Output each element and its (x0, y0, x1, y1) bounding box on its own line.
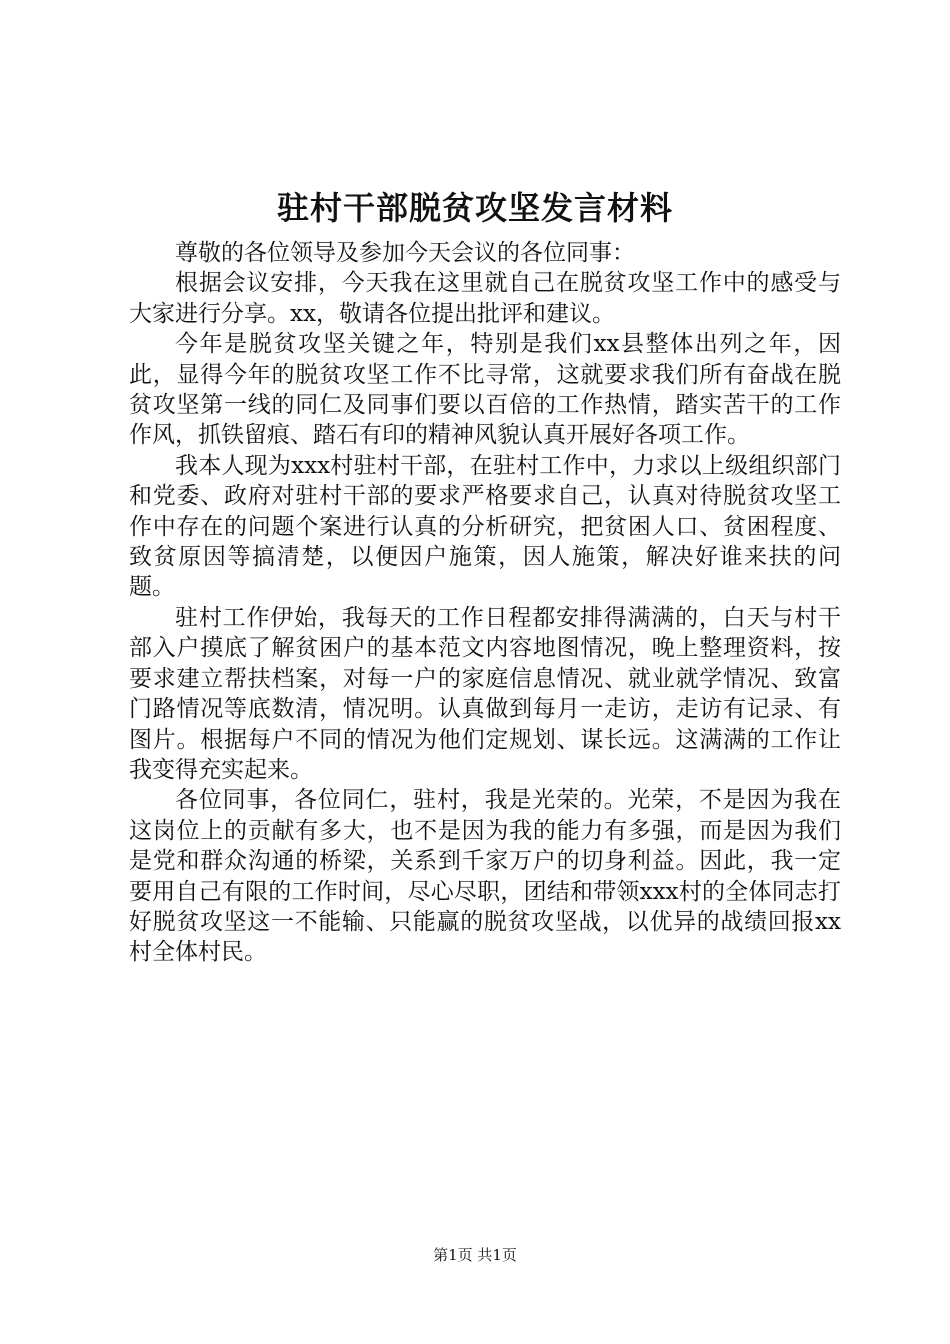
document-title: 驻村干部脱贫攻坚发言材料 (276, 189, 673, 227)
document-body (129, 238, 841, 968)
paragraph-salutation: 尊敬的各位领导及参加今天会议的各位同事： (175, 240, 635, 266)
paragraph-role: 我本人现为xxx村驻村干部，在驻村工作中，力求以上级组织部门和党委、政府对驻村干部的要求严格要求自己，认真对待脱贫攻坚工作中存在的问题个案进行认真的分析研究，把贫困人口、贫困程度、致贫原因等搞清楚，以便因户施策，因人施策，解决好谁来扶的问题。 (129, 452, 841, 601)
paragraph-background: 今年是脱贫攻坚关键之年，特别是我们xx县整体出列之年，因此，显得今年的脱贫攻坚工作不比寻常，这就要求我们所有奋战在脱贫攻坚第一线的同仁及同事们要以百倍的工作热情，踏实苦干的工作作风，抓铁留痕、踏石有印的精神风貌认真开展好各项工作。 (129, 331, 841, 449)
page-footer: 第1页 共1页 (433, 1246, 517, 1264)
paragraph-daily-work: 驻村工作伊始，我每天的工作日程都安排得满满的，白天与村干部入户摸底了解贫困户的基本范文内容地图情况，晚上整理资料，按要求建立帮扶档案，对每一户的家庭信息情况、就业就学情况、致富门路情况等底数清，情况明。认真做到每月一走访，走访有记录、有图片。根据每户不同的情况为他们定规划、谋长远。这满满的工作让我变得充实起来。 (129, 604, 841, 783)
paragraph-intro: 根据会议安排，今天我在这里就自己在脱贫攻坚工作中的感受与大家进行分享。xx，敬请各位提出批评和建议。 (129, 270, 841, 327)
paragraph-closing: 各位同事，各位同仁，驻村，我是光荣的。光荣，不是因为我在这岗位上的贡献有多大，也不是因为我的能力有多强，而是因为我们是党和群众沟通的桥梁，关系到千家万户的切身利益。因此，我一定要用自己有限的工作时间，尽心尽职，团结和带领xxx村的全体同志打好脱贫攻坚这一不能输、只能赢的脱贫攻坚战，以优异的战绩回报xx村全体村民。 (129, 787, 841, 966)
